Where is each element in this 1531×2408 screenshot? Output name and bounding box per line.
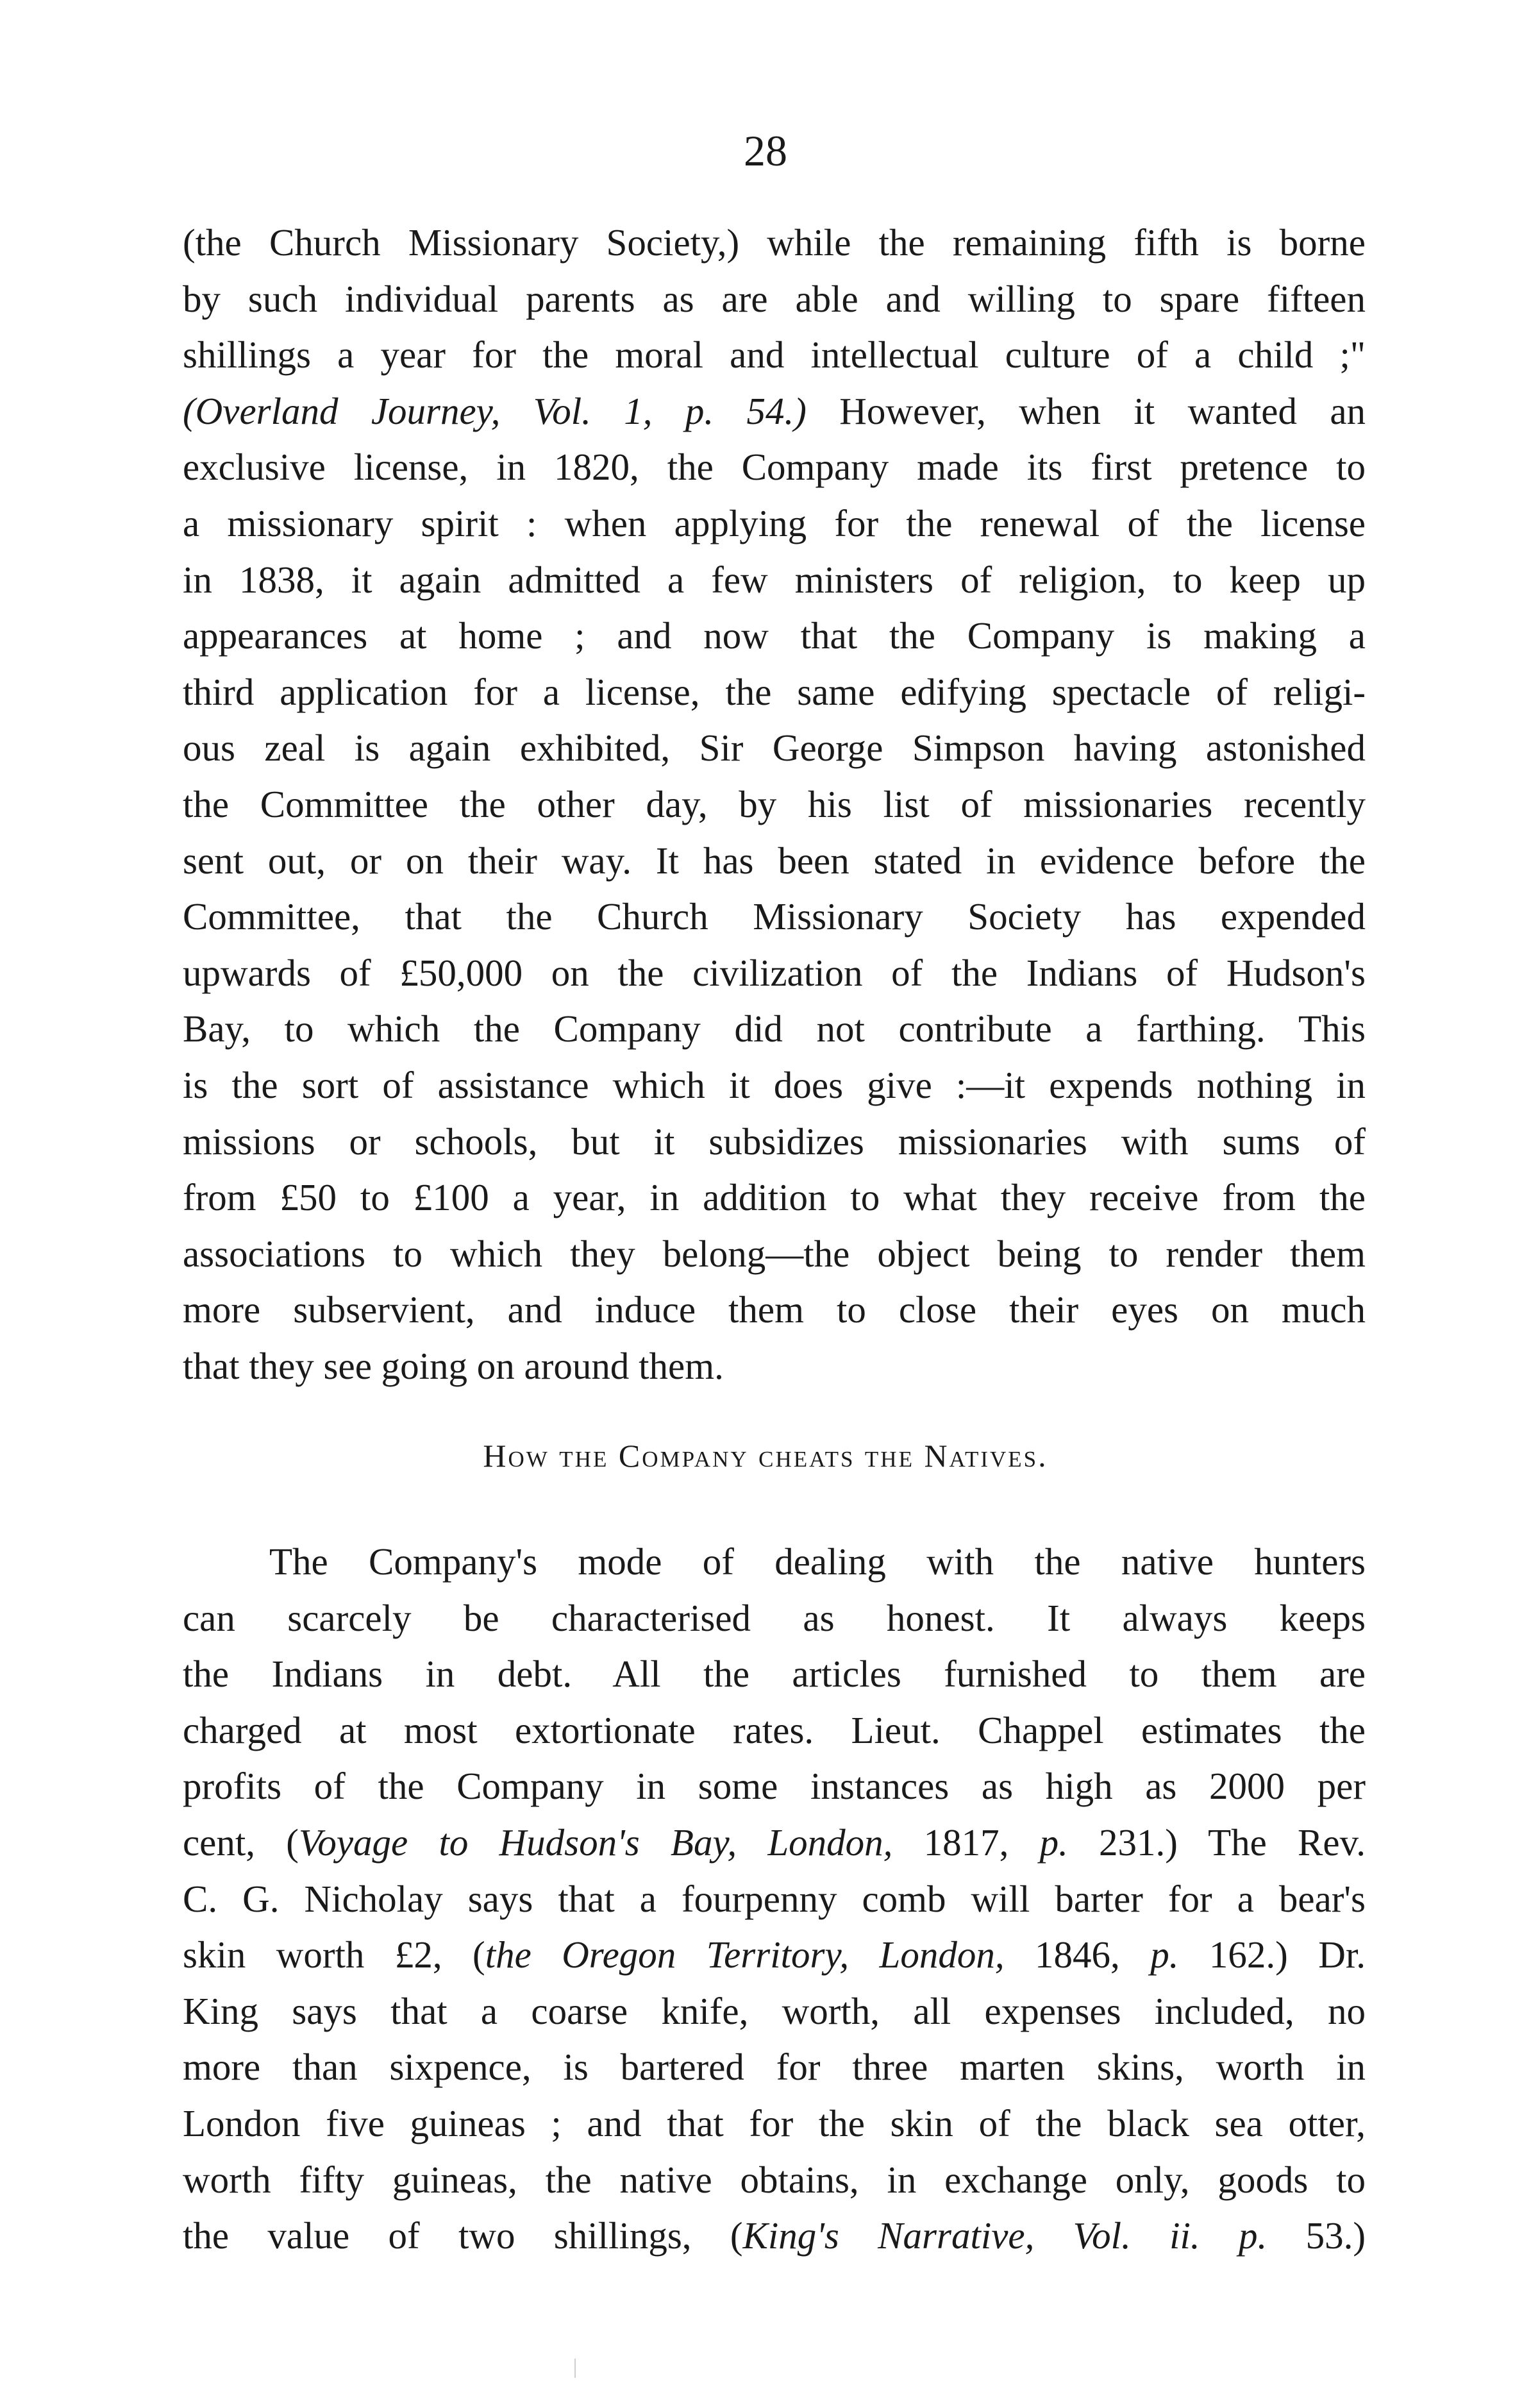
page-number: 28 [744, 126, 787, 175]
text-fragment: 1817, [892, 1821, 1040, 1864]
text-fragment: However, when it wanted an [806, 389, 1366, 432]
text-line: Committee, that the Church Missionary Society has expended [183, 895, 1366, 938]
text-line: The Company's mode of dealing with the native hunters [269, 1540, 1366, 1583]
text-line: profits of the Company in some instances as high as 2000 per [183, 1765, 1366, 1808]
text-line: upwards of £50,000 on the civilization of the Indians of Hudson's [183, 951, 1366, 994]
text-line: ous zeal is again exhibited, Sir George Simpson having astonished [183, 727, 1366, 770]
citation: Voyage to Hudson's Bay, London, [298, 1821, 893, 1864]
print-mark [574, 2359, 576, 2378]
text-line: charged at most extortionate rates. Lieut. Chappel estimates the [183, 1708, 1366, 1751]
text-line: can scarcely be characterised as honest. It always keeps [183, 1596, 1366, 1639]
text-line: C. G. Nicholay says that a fourpenny comb will barter for a bear's [183, 1877, 1366, 1920]
paragraph-continued [183, 215, 1366, 1394]
text-line: the Committee the other day, by his list of missionaries recently [183, 782, 1366, 825]
text-line: missions or schools, but it subsidizes missionaries with sums of [183, 1120, 1366, 1163]
paragraph-company-dealing [183, 1534, 1366, 2264]
text-line: London five guineas ; and that for the skin of the black sea otter, [183, 2101, 1366, 2144]
text-line: shillings a year for the moral and intellectual culture of a child ;" [183, 333, 1366, 376]
text-line: the Indians in debt. All the articles furnished to them are [183, 1653, 1366, 1696]
text-line: from £50 to £100 a year, in addition to what they receive from the [183, 1176, 1366, 1219]
text-line: by such individual parents as are able and willing to spare fifteen [183, 277, 1366, 320]
text-line [183, 383, 1366, 440]
text-fragment: 231.) The Rev. [1067, 1821, 1366, 1864]
text-line: worth fifty guineas, the native obtains, in exchange only, goods to [183, 2158, 1366, 2201]
citation: p. [1150, 1933, 1179, 1976]
text-line: exclusive license, in 1820, the Company made its first pretence to [183, 446, 1366, 489]
text-fragment: cent, ( [183, 1821, 299, 1864]
text-line: that they see going on around them. [183, 1344, 724, 1387]
text-fragment: 53.) [1267, 2214, 1366, 2257]
citation: the Oregon Territory, London, [485, 1933, 1005, 1976]
text-fragment: 1846, [1004, 1933, 1151, 1976]
text-line: associations to which they belong—the object being to render them [183, 1232, 1366, 1275]
text-line: a missionary spirit : when applying for the renewal of the license [183, 501, 1366, 544]
text-line: King says that a coarse knife, worth, all expenses included, no [183, 1989, 1366, 2032]
text-line: appearances at home ; and now that the Company is making a [183, 614, 1366, 657]
citation: p. [1039, 1821, 1068, 1864]
section-heading: How the Company cheats the Natives. [483, 1438, 1048, 1474]
text-line: more subservient, and induce them to close their eyes on much [183, 1288, 1366, 1331]
text-line: is the sort of assistance which it does give :—it expends nothing in [183, 1063, 1366, 1106]
text-line [183, 2208, 1366, 2264]
text-line: more than sixpence, is bartered for three marten skins, worth in [183, 2046, 1366, 2089]
citation: (Overland Journey, Vol. 1, p. 54.) [183, 389, 807, 432]
text-fragment: 162.) Dr. [1178, 1933, 1366, 1976]
text-line: sent out, or on their way. It has been stated in evidence before the [183, 839, 1366, 882]
text-line: (the Church Missionary Society,) while the remaining fifth is borne [183, 221, 1366, 264]
text-fragment: the value of two shillings, ( [183, 2214, 743, 2257]
text-line [183, 1815, 1366, 1871]
text-line [183, 1927, 1366, 1983]
text-line: third application for a license, the same edifying spectacle of religi- [183, 670, 1366, 713]
text-line: Bay, to which the Company did not contribute a farthing. This [183, 1007, 1366, 1050]
citation: King's Narrative, Vol. ii. p. [742, 2214, 1267, 2257]
text-line: in 1838, it again admitted a few ministers of religion, to keep up [183, 558, 1366, 601]
text-fragment: skin worth £2, ( [183, 1933, 485, 1976]
